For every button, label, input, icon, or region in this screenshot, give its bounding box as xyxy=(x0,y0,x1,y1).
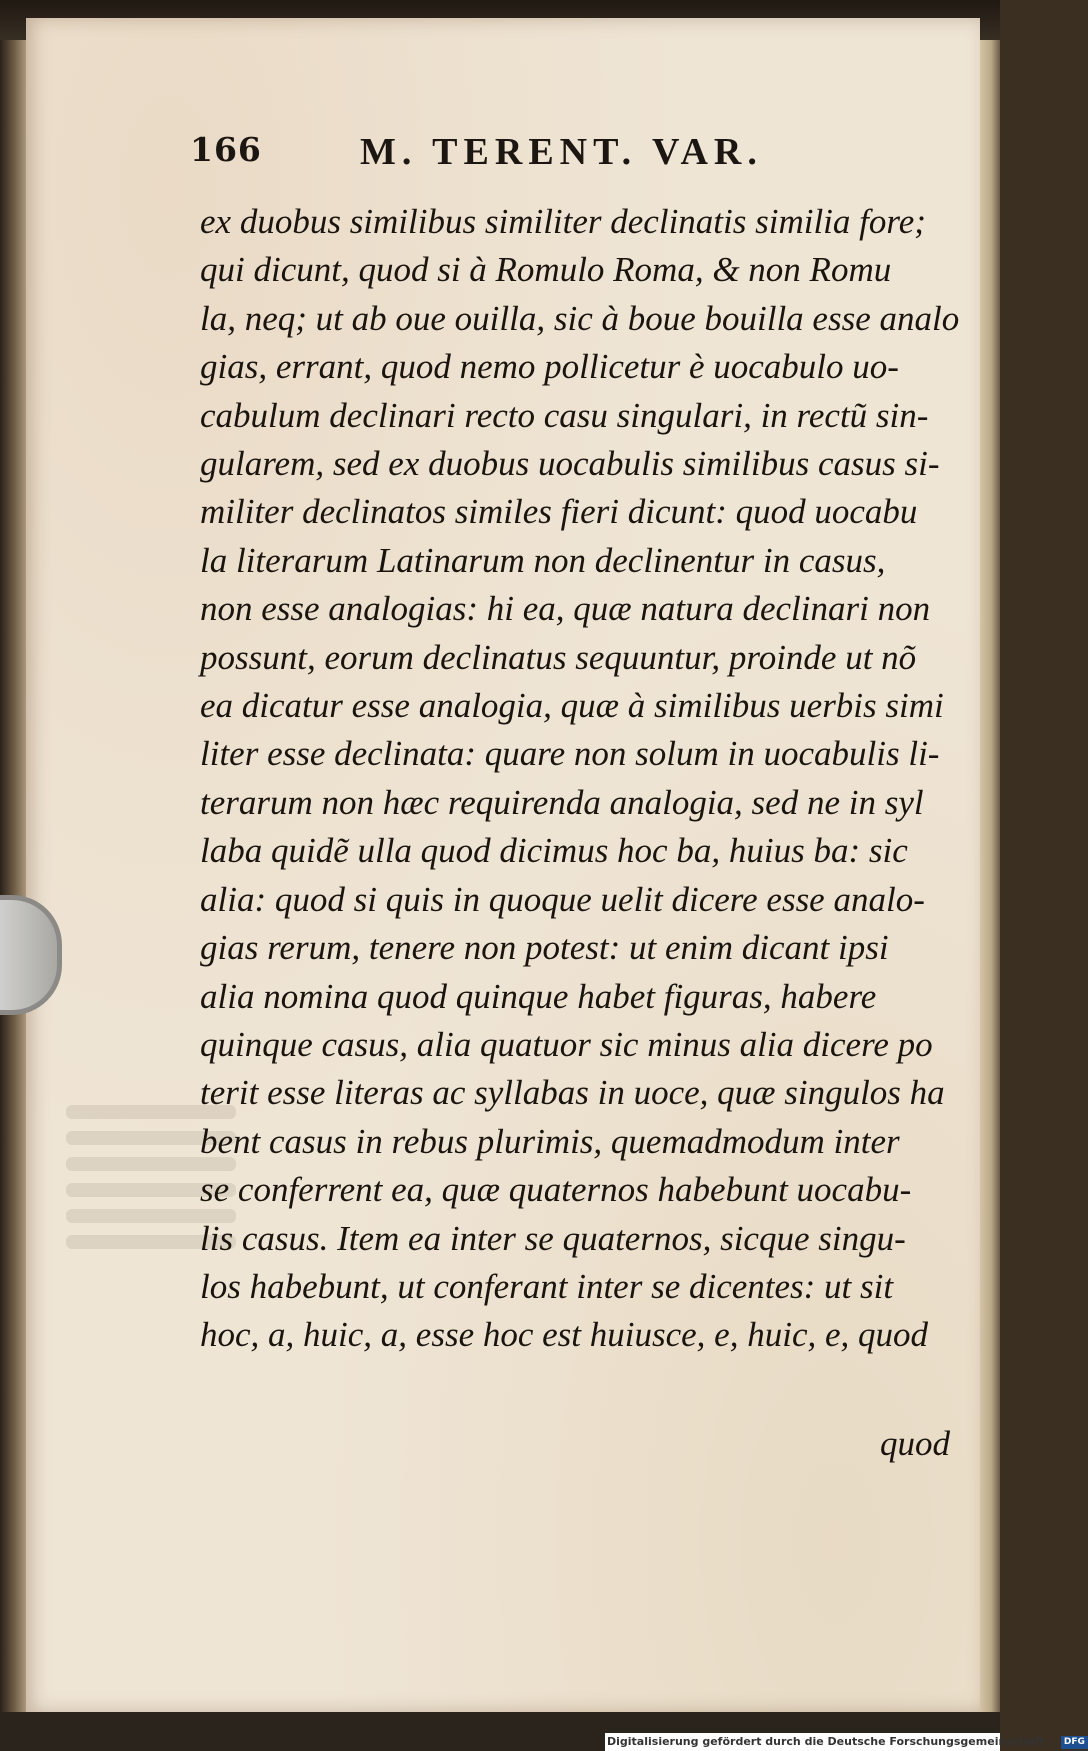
page-number: 166 xyxy=(190,130,262,169)
catchword: quod xyxy=(880,1424,950,1463)
text-line: quinque casus, alia quatuor sic minus alia dicere po xyxy=(200,1024,933,1064)
text-line: los habebunt, ut conferant inter se dicentes: ut sit xyxy=(200,1266,894,1306)
text-line: non esse analogias: hi ea, quæ natura declinari non xyxy=(200,589,931,629)
text-line: la literarum Latinarum non declinentur in casus, xyxy=(200,540,886,580)
text-line: se conferrent ea, quæ quaternos habebunt uocabu- xyxy=(200,1170,912,1210)
page-stack-edge xyxy=(978,40,1000,1720)
text-line: terarum non hæc requirenda analogia, sed ne in syl xyxy=(200,782,924,822)
text-line: lis casus. Item ea inter se quaternos, sicque singu- xyxy=(200,1218,906,1258)
text-line: bent casus in rebus plurimis, quemadmodum inter xyxy=(200,1121,900,1161)
text-line: cabulum declinari recto casu singulari, in rectũ sin- xyxy=(200,395,929,435)
dfg-logo: DFG xyxy=(1061,1736,1088,1749)
credit-text: Digitalisierung gefördert durch die Deutsche Forschungsgemeinschaft - xyxy=(607,1735,1054,1748)
running-head xyxy=(190,130,830,180)
digitization-credit xyxy=(605,1733,1085,1751)
text-line: gias rerum, tenere non potest: ut enim dicant ipsi xyxy=(200,928,889,968)
running-title: M. TERENT. VAR. xyxy=(360,131,763,173)
text-line: ex duobus similibus similiter declinatis similia fore; xyxy=(200,202,926,241)
text-line: alia: quod si quis in quoque uelit dicere esse analo- xyxy=(200,879,925,919)
text-line: laba quidẽ ulla quod dicimus hoc ba, huius ba: sic xyxy=(200,831,908,871)
text-line: ea dicatur esse analogia, quæ à similibus uerbis simi xyxy=(200,686,944,726)
text-line: qui dicunt, quod si à Romulo Roma, & non Romu xyxy=(200,250,892,290)
text-line: possunt, eorum declinatus sequuntur, proinde ut nõ xyxy=(200,637,917,677)
text-line: militer declinatos similes fieri dicunt: quod uocabu xyxy=(200,492,918,532)
text-line: terit esse literas ac syllabas in uoce, quæ singulos ha xyxy=(200,1073,945,1113)
text-line: gularem, sed ex duobus uocabulis similibus casus si- xyxy=(200,444,940,484)
text-line: alia nomina quod quinque habet figuras, habere xyxy=(200,976,877,1016)
body-text xyxy=(200,198,960,1360)
text-line: hoc, a, huic, a, esse hoc est huiusce, e, huic, e, quod xyxy=(200,1315,929,1355)
text-line: liter esse declinata: quare non solum in uocabulis li- xyxy=(200,734,940,774)
text-line: gias, errant, quod nemo pollicetur è uocabulo uo- xyxy=(200,347,899,387)
text-line: la, neq; ut ab oue ouilla, sic à boue bouilla esse analo xyxy=(200,298,960,338)
